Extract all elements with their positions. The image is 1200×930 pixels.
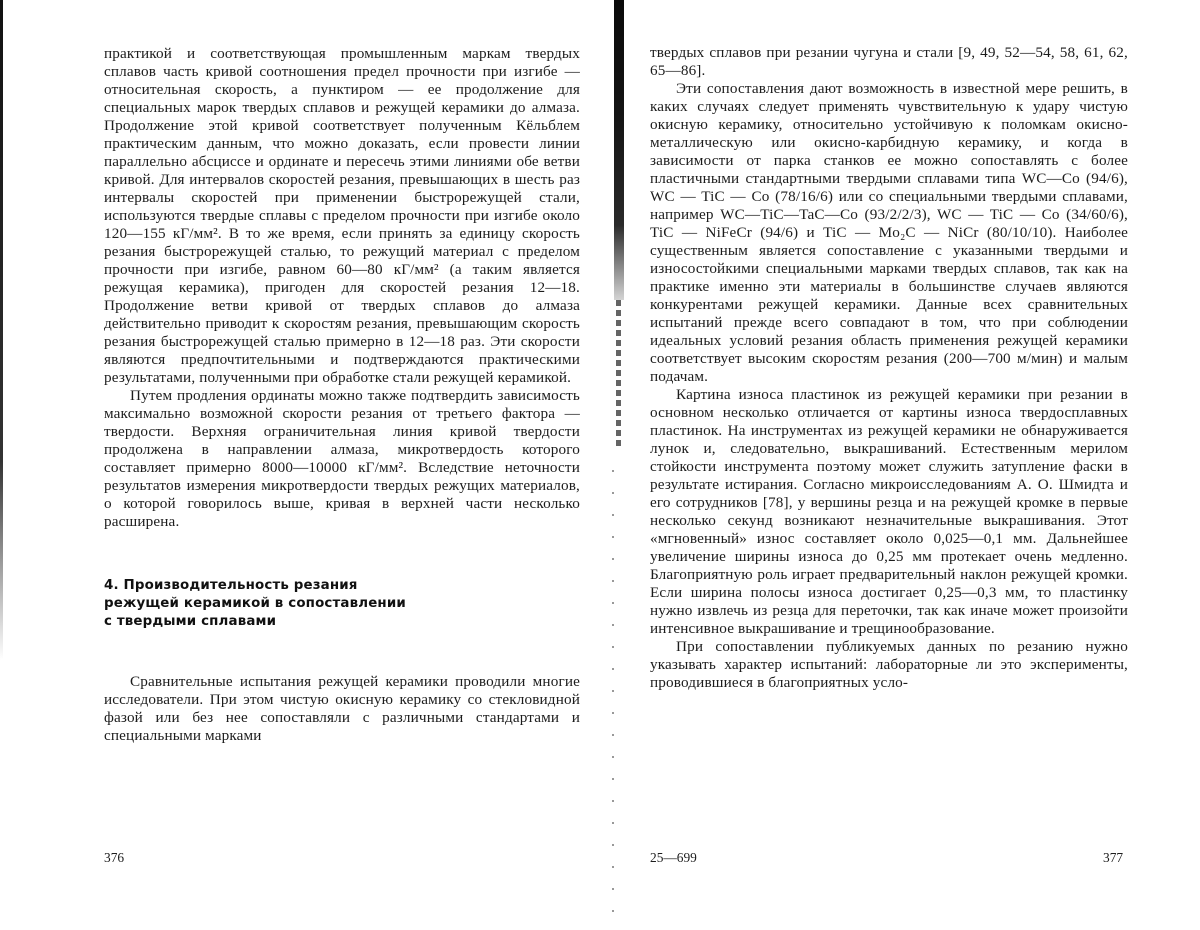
section-heading-line: с твердыми сплавами	[104, 614, 277, 629]
right-page-text-column	[650, 44, 1128, 692]
paragraph: твердых сплавов при резании чугуна и стали [9, 49, 52—54, 58, 61, 62, 65—86].	[650, 44, 1128, 79]
page-number-right: 377	[1103, 850, 1124, 865]
section-heading-line: 4. Производительность резания	[104, 578, 358, 593]
printer-signature-mark: 25—699	[650, 850, 697, 865]
section-heading	[104, 577, 580, 631]
left-page-text-column	[104, 45, 580, 745]
paragraph: Картина износа пластинок из режущей керамики при резании в основном несколько отличается от картины износа твердосплавных пластинок. На инструментах из режущей керамики не обнаруживается лунок и, следовательно, выкрашиваний. Естественным мерилом стойкости инструмента поэтому может служить затупление фаски в результате истирания. Согласно микроисследованиям А. О. Шмидта и его сотрудников [78], у вершины резца и на режущей кромке в первые несколько секунд возникают незначительные выкрашивания. Этот «мгновенный» износ составляет около 0,025—0,1 мм. Дальнейшее увеличение ширины износа до 0,25 мм протекает очень медленно. Благоприятную роль играет предварительный наклон режущей кромки. Если ширина полосы износа достигает 0,25—0,3 мм, то пластинку нужно извлечь из резца для переточки, так как иначе может произойти интенсивное выкрашивание и трещинообразование.	[650, 386, 1128, 637]
paragraph: практикой и соответствующая промышленным маркам твердых сплавов часть кривой соотношения предел прочности при изгибе — относительная скорость, а пунктиром — ее продолжение для специальных марок твердых сплавов и режущей керамики до алмаза. Продолжение этой кривой соответствует полученным Кёльблем практическим данным, что можно доказать, если провести линии параллельно абсциссе и ординате и пересечь этими линиями обе ветви кривой. Для интервалов скоростей резания, превышающих в шесть раз интервалы скоростей при применении быстрорежущей стали, используются твердые сплавы с пределом прочности при изгибе около 120—155 кГ/мм². В то же время, если принять за единицу скорость резания быстрорежущей сталью, то режущий материал с пределом прочности при изгибе, равном 60—80 кГ/мм² (а таким является режущая керамика), пригоден для скоростей резания 12—18. Продолжение ветви кривой от твердых сплавов до алмаза действительно приводит к скоростям резания, превышающим скорость резания быстрорежущей сталью примерно в 12—18 раз. Эти скорости являются предпочтительными и подтверждаются практическими результатами, полученными при обработке стали режущей керамикой.	[104, 45, 580, 386]
page-number-left: 376	[104, 850, 125, 865]
paragraph: Эти сопоставления дают возможность в известной мере решить, в каких случаях следует применять чувствительную к удару чистую окисную керамику, относительно устойчивую к поломкам окисно-металлическую или окисно-карбидную керамику, и когда в зависимости от парка станков ее можно сопоставлять с более пластичными стандартными твердыми сплавами типа WC—Co (94/6), WC — TiC — Co (78/16/6) или со специальными твердыми сплавами, например WC—TiC—TaC—Co (93/2/2/3), WC — TiC — Co (34/60/6), TiC — NiFeCr (94/6) и TiC — Mo₂C — NiCr (80/10/10). Наиболее существенным является сопоставление с указанными твердыми и износостойкими специальными марками твердых сплавов, так как на практике именно эти материалы в большинстве случаев являются конкурентами режущей керамики. Данные всех сравнительных испытаний прежде всего совпадают в том, что при соблюдении идеальных условий резания область применения режущей керамики соответствует высоким скоростям резания (200—700 м/мин) и малым подачам.	[650, 80, 1128, 385]
paragraph: Сравнительные испытания режущей керамики проводили многие исследователи. При этом чистую окисную керамику со стекловидной фазой или без нее сопоставляли с различными стандартами и специальными марками	[104, 673, 580, 744]
paragraph: При сопоставлении публикуемых данных по резанию нужно указывать характер испытаний: лабораторные ли это эксперименты, проводившиеся в благоприятных усло-	[650, 638, 1128, 691]
section-heading-line: режущей керамикой в сопоставлении	[104, 596, 406, 611]
paragraph: Путем продления ординаты можно также подтвердить зависимость максимально возможной скорости резания от третьего фактора — твердости. Верхняя ограничительная линия кривой твердости продолжена в направлении алмаза, микротвердость которого составляет примерно 8000—10000 кГ/мм². Вследствие неточности результатов измерения микротвердости твердых режущих материалов, о которой говорилось выше, кривая в верхней части несколько расширена.	[104, 387, 580, 530]
